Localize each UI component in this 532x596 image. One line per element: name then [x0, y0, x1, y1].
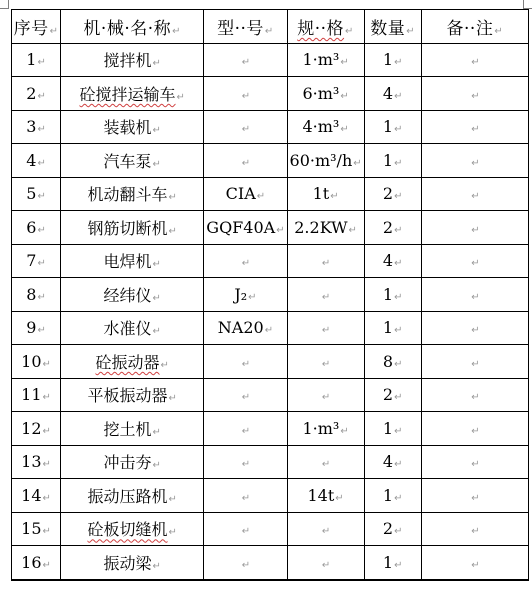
paragraph-mark-icon: ↵ — [248, 291, 257, 303]
paragraph-mark-icon: ↵ — [471, 492, 480, 504]
cell-no-text: 10 — [21, 351, 42, 371]
cell-spec[interactable] — [287, 479, 364, 513]
cell-qty[interactable] — [364, 43, 421, 77]
cell-qty[interactable] — [364, 110, 421, 144]
table-row — [12, 412, 529, 446]
cell-model[interactable] — [204, 445, 287, 479]
paragraph-mark-icon: ↵ — [42, 358, 51, 370]
paragraph-mark-icon: ↵ — [394, 191, 403, 203]
table-row — [12, 77, 529, 111]
cell-model-text: NA20 — [217, 318, 264, 338]
paragraph-mark-icon: ↵ — [152, 326, 161, 338]
cell-model[interactable] — [204, 144, 287, 178]
cell-no-text: 3 — [26, 117, 37, 137]
cell-name-text: 机动翻斗车 — [87, 185, 168, 205]
paragraph-mark-icon: ↵ — [160, 359, 169, 371]
table-row — [12, 144, 529, 178]
header-spec[interactable] — [287, 10, 364, 44]
page-corner-mark-right — [523, 0, 532, 9]
paragraph-mark-icon: ↵ — [394, 559, 403, 571]
paragraph-mark-icon: ↵ — [42, 392, 51, 404]
cell-spec[interactable] — [287, 211, 364, 245]
table-row — [12, 378, 529, 412]
cell-spec[interactable] — [287, 278, 364, 312]
cell-name-text: 钢筋切断机 — [87, 218, 168, 238]
paragraph-mark-icon: ↵ — [168, 393, 177, 405]
table-row — [12, 546, 529, 580]
cell-note[interactable] — [421, 77, 528, 111]
cell-spec-text: 6·m³ — [302, 83, 340, 103]
cell-note[interactable] — [421, 345, 528, 379]
table-row — [12, 177, 529, 211]
paragraph-mark-icon: ↵ — [172, 25, 182, 37]
cell-model[interactable] — [204, 345, 287, 379]
cell-qty-text: 1 — [382, 284, 394, 304]
cell-model[interactable] — [204, 378, 287, 412]
paragraph-mark-icon: ↵ — [348, 224, 357, 236]
cell-no[interactable] — [12, 43, 61, 77]
paragraph-mark-icon: ↵ — [241, 392, 251, 404]
cell-model[interactable] — [204, 412, 287, 446]
paragraph-mark-icon: ↵ — [394, 90, 403, 102]
paragraph-mark-icon: ↵ — [37, 291, 46, 303]
cell-qty[interactable] — [364, 378, 421, 412]
table-row — [12, 311, 529, 345]
cell-name[interactable] — [61, 43, 204, 77]
paragraph-mark-icon: ↵ — [321, 459, 331, 471]
cell-qty-text: 2 — [382, 519, 394, 539]
cell-spec[interactable] — [287, 77, 364, 111]
cell-spec[interactable] — [287, 144, 364, 178]
paragraph-mark-icon: ↵ — [42, 425, 51, 437]
paragraph-mark-icon: ↵ — [471, 358, 480, 370]
cell-qty-text: 1 — [382, 117, 394, 137]
paragraph-mark-icon: ↵ — [394, 459, 403, 471]
cell-qty-text: 1 — [382, 150, 394, 170]
paragraph-mark-icon: ↵ — [471, 224, 480, 236]
cell-no-text: 16 — [21, 552, 42, 572]
table-row — [12, 278, 529, 312]
cell-spec-text: 1·m³ — [302, 50, 340, 70]
cell-name[interactable] — [61, 512, 204, 546]
paragraph-mark-icon: ↵ — [494, 25, 504, 37]
paragraph-mark-icon: ↵ — [264, 325, 274, 337]
cell-model[interactable] — [204, 211, 287, 245]
cell-name[interactable] — [61, 77, 204, 111]
table-row — [12, 345, 529, 379]
cell-spec-text: 14t — [307, 485, 335, 505]
cell-qty[interactable] — [364, 445, 421, 479]
cell-qty-text: 1 — [382, 552, 394, 572]
cell-name[interactable] — [61, 211, 204, 245]
cell-no[interactable] — [12, 211, 61, 245]
paragraph-mark-icon: ↵ — [241, 90, 251, 102]
paragraph-mark-icon: ↵ — [406, 25, 416, 37]
cell-spec[interactable] — [287, 412, 364, 446]
paragraph-mark-icon: ↵ — [321, 358, 331, 370]
cell-no[interactable] — [12, 144, 61, 178]
paragraph-mark-icon: ↵ — [241, 157, 251, 169]
cell-note[interactable] — [421, 110, 528, 144]
paragraph-mark-icon: ↵ — [152, 426, 161, 438]
cell-qty[interactable] — [364, 479, 421, 513]
cell-name[interactable] — [61, 546, 204, 580]
cell-no-text: 6 — [26, 217, 37, 237]
paragraph-mark-icon: ↵ — [321, 291, 331, 303]
cell-qty-text: 2 — [382, 385, 394, 405]
paragraph-mark-icon: ↵ — [241, 492, 251, 504]
cell-note[interactable] — [421, 311, 528, 345]
paragraph-mark-icon: ↵ — [394, 57, 403, 69]
paragraph-mark-icon: ↵ — [152, 125, 161, 137]
cell-name-text: 振动压路机 — [87, 486, 168, 506]
paragraph-mark-icon: ↵ — [37, 191, 46, 203]
paragraph-mark-icon: ↵ — [330, 191, 339, 203]
paragraph-mark-icon: ↵ — [340, 57, 349, 69]
cell-qty[interactable] — [364, 311, 421, 345]
cell-qty-text: 4 — [382, 251, 394, 271]
cell-spec[interactable] — [287, 311, 364, 345]
cell-name[interactable] — [61, 378, 204, 412]
paragraph-mark-icon: ↵ — [321, 325, 331, 337]
paragraph-mark-icon: ↵ — [471, 57, 480, 69]
cell-name-text: 振动梁 — [103, 553, 152, 573]
paragraph-mark-icon: ↵ — [471, 526, 480, 538]
paragraph-mark-icon: ↵ — [471, 559, 480, 571]
cell-name[interactable] — [61, 244, 204, 278]
cell-no[interactable] — [12, 378, 61, 412]
cell-no-text: 8 — [26, 284, 37, 304]
paragraph-mark-icon: ↵ — [394, 325, 403, 337]
table-row — [12, 445, 529, 479]
table-row — [12, 479, 529, 513]
paragraph-mark-icon: ↵ — [321, 258, 331, 270]
paragraph-mark-icon: ↵ — [241, 57, 251, 69]
cell-qty-text: 2 — [382, 217, 394, 237]
header-model[interactable] — [204, 10, 287, 44]
cell-note[interactable] — [421, 412, 528, 446]
cell-qty-text: 4 — [382, 452, 394, 472]
cell-model-text: J₂ — [234, 284, 248, 304]
header-note[interactable] — [421, 10, 528, 44]
cell-name-text: 经纬仪 — [103, 285, 152, 305]
cell-note[interactable] — [421, 43, 528, 77]
paragraph-mark-icon: ↵ — [471, 258, 480, 270]
cell-spec-text: 1t — [312, 184, 330, 204]
paragraph-mark-icon: ↵ — [42, 526, 51, 538]
paragraph-mark-icon: ↵ — [241, 258, 251, 270]
paragraph-mark-icon: ↵ — [394, 358, 403, 370]
paragraph-mark-icon: ↵ — [241, 358, 251, 370]
cell-no[interactable] — [12, 110, 61, 144]
cell-spec[interactable] — [287, 378, 364, 412]
cell-name-text: 电焊机 — [103, 252, 152, 272]
paragraph-mark-icon: ↵ — [394, 258, 403, 270]
cell-name[interactable] — [61, 311, 204, 345]
cell-no-text: 13 — [21, 452, 42, 472]
cell-note[interactable] — [421, 244, 528, 278]
cell-qty-text: 8 — [382, 351, 394, 371]
cell-model[interactable] — [204, 43, 287, 77]
paragraph-mark-icon: ↵ — [353, 157, 362, 169]
cell-name-text: 砼搅拌运输车 — [79, 84, 176, 104]
cell-qty[interactable] — [364, 144, 421, 178]
cell-no[interactable] — [12, 177, 61, 211]
cell-qty[interactable] — [364, 412, 421, 446]
header-qty[interactable] — [364, 10, 421, 44]
header-no[interactable] — [12, 10, 61, 44]
cell-no[interactable] — [12, 412, 61, 446]
cell-name-text: 挖土机 — [103, 419, 152, 439]
cell-spec[interactable] — [287, 445, 364, 479]
paragraph-mark-icon: ↵ — [152, 292, 161, 304]
paragraph-mark-icon: ↵ — [152, 158, 161, 170]
paragraph-mark-icon: ↵ — [264, 25, 274, 37]
paragraph-mark-icon: ↵ — [37, 325, 46, 337]
cell-spec-text: 1·m³ — [302, 418, 340, 438]
cell-spec[interactable] — [287, 512, 364, 546]
cell-qty[interactable] — [364, 512, 421, 546]
table-row — [12, 244, 529, 278]
cell-no[interactable] — [12, 512, 61, 546]
paragraph-mark-icon: ↵ — [394, 224, 403, 236]
cell-qty[interactable] — [364, 345, 421, 379]
cell-name[interactable] — [61, 445, 204, 479]
cell-qty[interactable] — [364, 77, 421, 111]
cell-no[interactable] — [12, 479, 61, 513]
paragraph-mark-icon: ↵ — [471, 191, 480, 203]
cell-note[interactable] — [421, 144, 528, 178]
paragraph-mark-icon: ↵ — [471, 291, 480, 303]
cell-model-text: CIA — [225, 184, 256, 204]
paragraph-mark-icon: ↵ — [37, 90, 46, 102]
paragraph-mark-icon: ↵ — [241, 526, 251, 538]
cell-no-text: 4 — [26, 150, 37, 170]
paragraph-mark-icon: ↵ — [340, 90, 349, 102]
cell-spec[interactable] — [287, 244, 364, 278]
cell-no-text: 7 — [26, 251, 37, 271]
cell-spec[interactable] — [287, 177, 364, 211]
cell-qty[interactable] — [364, 244, 421, 278]
cell-qty[interactable] — [364, 177, 421, 211]
cell-spec[interactable] — [287, 345, 364, 379]
cell-no[interactable] — [12, 445, 61, 479]
cell-name-text: 冲击夯 — [103, 453, 152, 473]
cell-model[interactable] — [204, 311, 287, 345]
cell-note[interactable] — [421, 546, 528, 580]
cell-name[interactable] — [61, 278, 204, 312]
cell-qty-text: 4 — [382, 83, 394, 103]
paragraph-mark-icon: ↵ — [471, 425, 480, 437]
cell-name[interactable] — [61, 345, 204, 379]
paragraph-mark-icon: ↵ — [471, 157, 480, 169]
table-row — [12, 110, 529, 144]
cell-note[interactable] — [421, 479, 528, 513]
cell-no-text: 15 — [21, 519, 42, 539]
paragraph-mark-icon: ↵ — [37, 224, 46, 236]
cell-name[interactable] — [61, 412, 204, 446]
cell-spec-text: 60·m³/h — [289, 150, 353, 170]
paragraph-mark-icon: ↵ — [37, 157, 46, 169]
cell-spec-text: 4·m³ — [302, 117, 340, 137]
paragraph-mark-icon: ↵ — [168, 493, 177, 505]
cell-qty-text: 1 — [382, 485, 394, 505]
cell-no[interactable] — [12, 278, 61, 312]
header-row — [12, 10, 529, 44]
cell-model[interactable] — [204, 512, 287, 546]
cell-model[interactable] — [204, 546, 287, 580]
cell-note[interactable] — [421, 445, 528, 479]
paragraph-mark-icon: ↵ — [42, 492, 51, 504]
paragraph-mark-icon: ↵ — [394, 526, 403, 538]
cell-note[interactable] — [421, 378, 528, 412]
cell-qty[interactable] — [364, 211, 421, 245]
cell-model[interactable] — [204, 278, 287, 312]
cell-note[interactable] — [421, 278, 528, 312]
paragraph-mark-icon: ↵ — [394, 124, 403, 136]
cell-note[interactable] — [421, 211, 528, 245]
cell-qty-text: 2 — [382, 184, 394, 204]
paragraph-mark-icon: ↵ — [168, 192, 177, 204]
cell-no-text: 2 — [26, 83, 37, 103]
paragraph-mark-icon: ↵ — [394, 425, 403, 437]
paragraph-mark-icon: ↵ — [49, 25, 59, 37]
paragraph-mark-icon: ↵ — [168, 225, 177, 237]
paragraph-mark-icon: ↵ — [42, 559, 51, 571]
cell-name[interactable] — [61, 110, 204, 144]
paragraph-mark-icon: ↵ — [340, 124, 349, 136]
cell-note[interactable] — [421, 512, 528, 546]
cell-no[interactable] — [12, 311, 61, 345]
cell-model[interactable] — [204, 244, 287, 278]
paragraph-mark-icon: ↵ — [276, 224, 285, 236]
paragraph-mark-icon: ↵ — [42, 459, 51, 471]
paragraph-mark-icon: ↵ — [345, 25, 354, 37]
cell-name-text: 汽车泵 — [103, 151, 152, 171]
paragraph-mark-icon: ↵ — [176, 91, 185, 103]
cell-model[interactable] — [204, 479, 287, 513]
cell-no-text: 5 — [26, 184, 37, 204]
paragraph-mark-icon: ↵ — [241, 559, 251, 571]
cell-no[interactable] — [12, 244, 61, 278]
equipment-table — [11, 9, 529, 581]
table-row — [12, 211, 529, 245]
cell-model-text: GQF40A — [206, 217, 276, 237]
paragraph-mark-icon: ↵ — [335, 492, 344, 504]
paragraph-mark-icon: ↵ — [256, 191, 266, 203]
cell-model[interactable] — [204, 77, 287, 111]
header-name-text: 机·械·名·称 — [83, 18, 172, 39]
cell-spec[interactable] — [287, 110, 364, 144]
cell-qty-text: 1 — [382, 418, 394, 438]
paragraph-mark-icon: ↵ — [321, 559, 331, 571]
cell-no-text: 1 — [26, 50, 37, 70]
paragraph-mark-icon: ↵ — [241, 124, 251, 136]
cell-qty[interactable] — [364, 546, 421, 580]
cell-name-text: 水准仪 — [103, 319, 152, 339]
cell-name-text: 砼振动器 — [95, 352, 160, 372]
cell-no-text: 9 — [26, 318, 37, 338]
cell-name-text: 搅拌机 — [103, 51, 152, 71]
cell-name[interactable] — [61, 479, 204, 513]
header-spec-text: 规··格 — [297, 18, 345, 39]
cell-spec[interactable] — [287, 43, 364, 77]
paragraph-mark-icon: ↵ — [241, 459, 251, 471]
paragraph-mark-icon: ↵ — [471, 325, 480, 337]
header-model-text: 型··号 — [217, 18, 264, 39]
paragraph-mark-icon: ↵ — [321, 392, 331, 404]
paragraph-mark-icon: ↵ — [321, 526, 331, 538]
paragraph-mark-icon: ↵ — [471, 90, 480, 102]
cell-name-text: 装载机 — [103, 118, 152, 138]
cell-model[interactable] — [204, 177, 287, 211]
cell-spec[interactable] — [287, 546, 364, 580]
cell-name[interactable] — [61, 177, 204, 211]
paragraph-mark-icon: ↵ — [471, 124, 480, 136]
cell-no-text: 12 — [21, 418, 42, 438]
paragraph-mark-icon: ↵ — [37, 124, 46, 136]
cell-qty-text: 1 — [382, 50, 394, 70]
cell-qty[interactable] — [364, 278, 421, 312]
paragraph-mark-icon: ↵ — [152, 259, 161, 271]
paragraph-mark-icon: ↵ — [394, 492, 403, 504]
paragraph-mark-icon: ↵ — [394, 291, 403, 303]
paragraph-mark-icon: ↵ — [168, 527, 177, 539]
cell-no[interactable] — [12, 77, 61, 111]
table-row — [12, 512, 529, 546]
header-qty-text: 数量 — [370, 18, 406, 39]
cell-name-text: 砼板切缝机 — [87, 520, 168, 540]
paragraph-mark-icon: ↵ — [471, 392, 480, 404]
cell-spec-text: 2.2KW — [294, 217, 348, 237]
paragraph-mark-icon: ↵ — [152, 560, 161, 572]
cell-note[interactable] — [421, 177, 528, 211]
paragraph-mark-icon: ↵ — [37, 57, 46, 69]
paragraph-mark-icon: ↵ — [471, 459, 480, 471]
cell-qty-text: 1 — [382, 318, 394, 338]
cell-no-text: 14 — [21, 485, 42, 505]
cell-name[interactable] — [61, 144, 204, 178]
paragraph-mark-icon: ↵ — [152, 460, 161, 472]
header-no-text: 序号 — [13, 18, 49, 39]
paragraph-mark-icon: ↵ — [37, 258, 46, 270]
cell-model[interactable] — [204, 110, 287, 144]
page-corner-mark-left — [0, 0, 9, 9]
cell-no-text: 11 — [21, 385, 42, 405]
paragraph-mark-icon: ↵ — [152, 58, 161, 70]
paragraph-mark-icon: ↵ — [241, 425, 251, 437]
paragraph-mark-icon: ↵ — [394, 392, 403, 404]
table-row — [12, 43, 529, 77]
cell-no[interactable] — [12, 345, 61, 379]
paragraph-mark-icon: ↵ — [394, 157, 403, 169]
paragraph-mark-icon: ↵ — [340, 425, 349, 437]
cell-no[interactable] — [12, 546, 61, 580]
header-note-text: 备··注 — [446, 18, 494, 39]
header-name[interactable] — [61, 10, 204, 44]
cell-name-text: 平板振动器 — [87, 386, 168, 406]
